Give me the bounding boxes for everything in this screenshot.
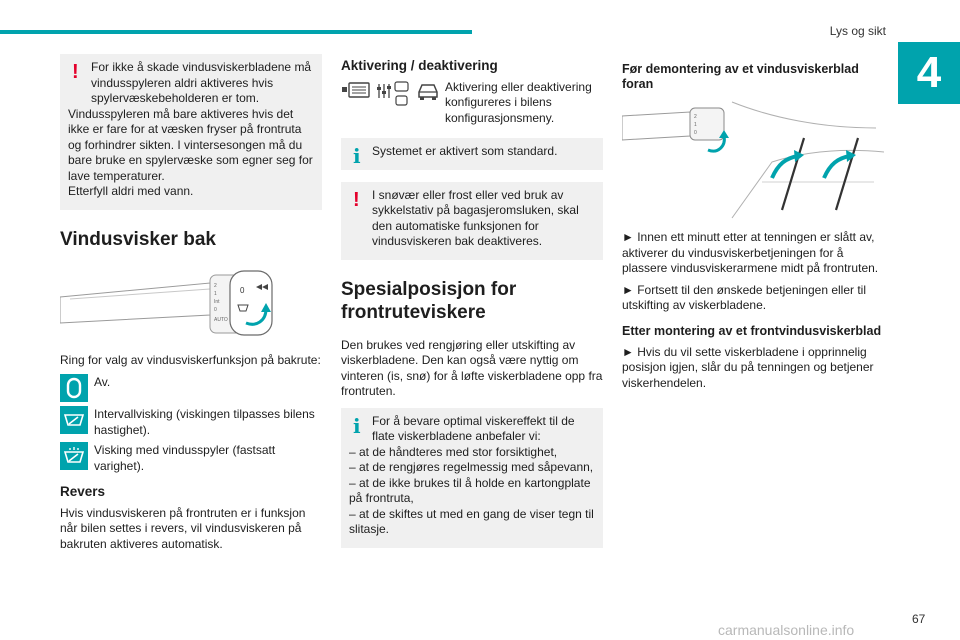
step-1-text: ► Innen ett minutt etter at tenningen er slått av, aktiverer du vindusviskerbetjeningen for å plassere vindusviskerarmene midt på frontruten. [622,230,879,275]
warning-box-snow [341,182,603,260]
column-1 [60,54,322,558]
stalk-label-2: 2 [214,282,217,289]
front-stalk-label-1: 1 [694,122,697,128]
intermittent-wiper-icon [60,406,88,434]
step-2-text: ► Fortsett til den ønskede betjeningen eller til utskifting av viskerbladene. [622,282,867,312]
icon-item-off [60,374,322,402]
icon-item-intermittent [60,406,322,438]
front-stalk-label-2: 2 [694,114,697,120]
icon-item-washer [60,442,322,474]
header-accent-bar [0,30,472,34]
car-icon [415,80,441,102]
icon-item-intermittent-text: Intervallvisking (viskingen tilpasses bilens hastighet). [94,407,315,437]
warning-text-1: For ikke å skade vindusviskerbladene må vindusspyleren aldri aktiveres hvis spylervæskebeholderen er tom. [91,60,312,105]
stalk-label-auto: AUTO [214,316,228,323]
tip-1: – at de håndteres med stor forsiktighet, [349,444,558,459]
info-icon: i [353,144,361,168]
rear-wiper-stalk-illustration [60,265,322,343]
warning-snow-text: I snøvær eller frost eller ved bruk av sykkelstativ på bagasjeromsluken, skal den automatiske funksjonen for vindusviskeren bak deaktiveres. [372,187,579,248]
chapter-tab: 4 [898,42,960,104]
icon-item-washer-text: Visking med vindusspyler (fastsatt varighet). [94,443,276,473]
column-3 [622,54,884,397]
ring-label-0: 0 [240,285,245,295]
column-2 [341,54,603,560]
stalk-label-1: 1 [214,290,217,297]
warning-exclamation-icon: ! [353,188,360,211]
warning-box-washer [60,54,322,210]
wiper-washer-icon [60,442,88,470]
heading-special-position: Spesialposisjon for frontruteviskere [341,278,517,323]
heading-before-removal: Før demontering av et vindusviskerblad foran [622,62,859,91]
activation-text: Aktivering eller deaktivering konfigureres i bilens konfigurasjonsmeny. [445,79,592,125]
heading-after-mounting: Etter montering av et frontvindusviskerblad [622,323,882,338]
activation-row [341,80,603,133]
page-number: 67 [912,612,926,626]
heading-rear-wiper: Vindusvisker bak [60,228,216,250]
ring-intro-text: Ring for valg av vindusviskerfunksjon på bakrute: [60,352,321,367]
stalk-label-int: Int [214,298,220,305]
activation-icons [341,80,441,108]
front-stalk-label-0: 0 [694,130,697,136]
front-wiper-service-illustration [622,98,884,220]
step-3-text: ► Hvis du vil sette viskerbladene i opprinnelig posisjon igjen, slår du på tenningen og betjener viskerhendelen. [622,344,874,390]
section-title: Lys og sikt [829,24,886,38]
tip-3: – at de ikke brukes til å holde en kartongplate på frontruta, [349,475,591,505]
info-tips-intro: For å bevare optimal viskereffekt til de flate viskerbladene anbefaler vi: [372,413,575,443]
tip-4: – at de skiftes ut med en gang de viser tegn til slitasje. [349,506,594,536]
subheading-reverse: Revers [60,484,106,499]
reverse-text: Hvis vindusviskeren på frontruten er i funksjon når bilen settes i revers, vil vindusviskeren på bakruten aktiveres automatisk. [60,505,306,551]
special-text: Den brukes ved rengjøring eller utskifting av viskerbladene. Den kan også være nyttig om vinteren (is, snø) for å løfte viskerbladene opp fra frontruten. [341,337,603,398]
icon-item-off-text: Av. [94,375,111,389]
info-box-tips [341,408,603,548]
footer-watermark: carmanualsonline.info [718,622,855,638]
info-icon: i [353,413,361,438]
warning-text-2: Vindusspyleren må bare aktiveres hvis det ikke er fare for at væsken fryser på frontruta og forhindrer sikten. I vintersesongen må du bare bruke en spylervæske som egner seg for lave temperaturer. [68,106,313,183]
tip-2: – at de rengjøres regelmessig med såpevann, [349,460,594,474]
touchscreen-menu-icon [341,80,371,102]
heading-activation: Aktivering / deaktivering [341,58,498,73]
info-default-text: Systemet er aktivert som standard. [372,144,558,158]
stalk-label-0: 0 [214,306,217,313]
warning-exclamation-icon: ! [72,61,79,83]
info-box-default [341,138,603,170]
warning-text-3: Etterfyll aldri med vann. [68,184,194,198]
vehicle-settings-icon [375,80,411,108]
off-zero-icon [60,374,88,402]
